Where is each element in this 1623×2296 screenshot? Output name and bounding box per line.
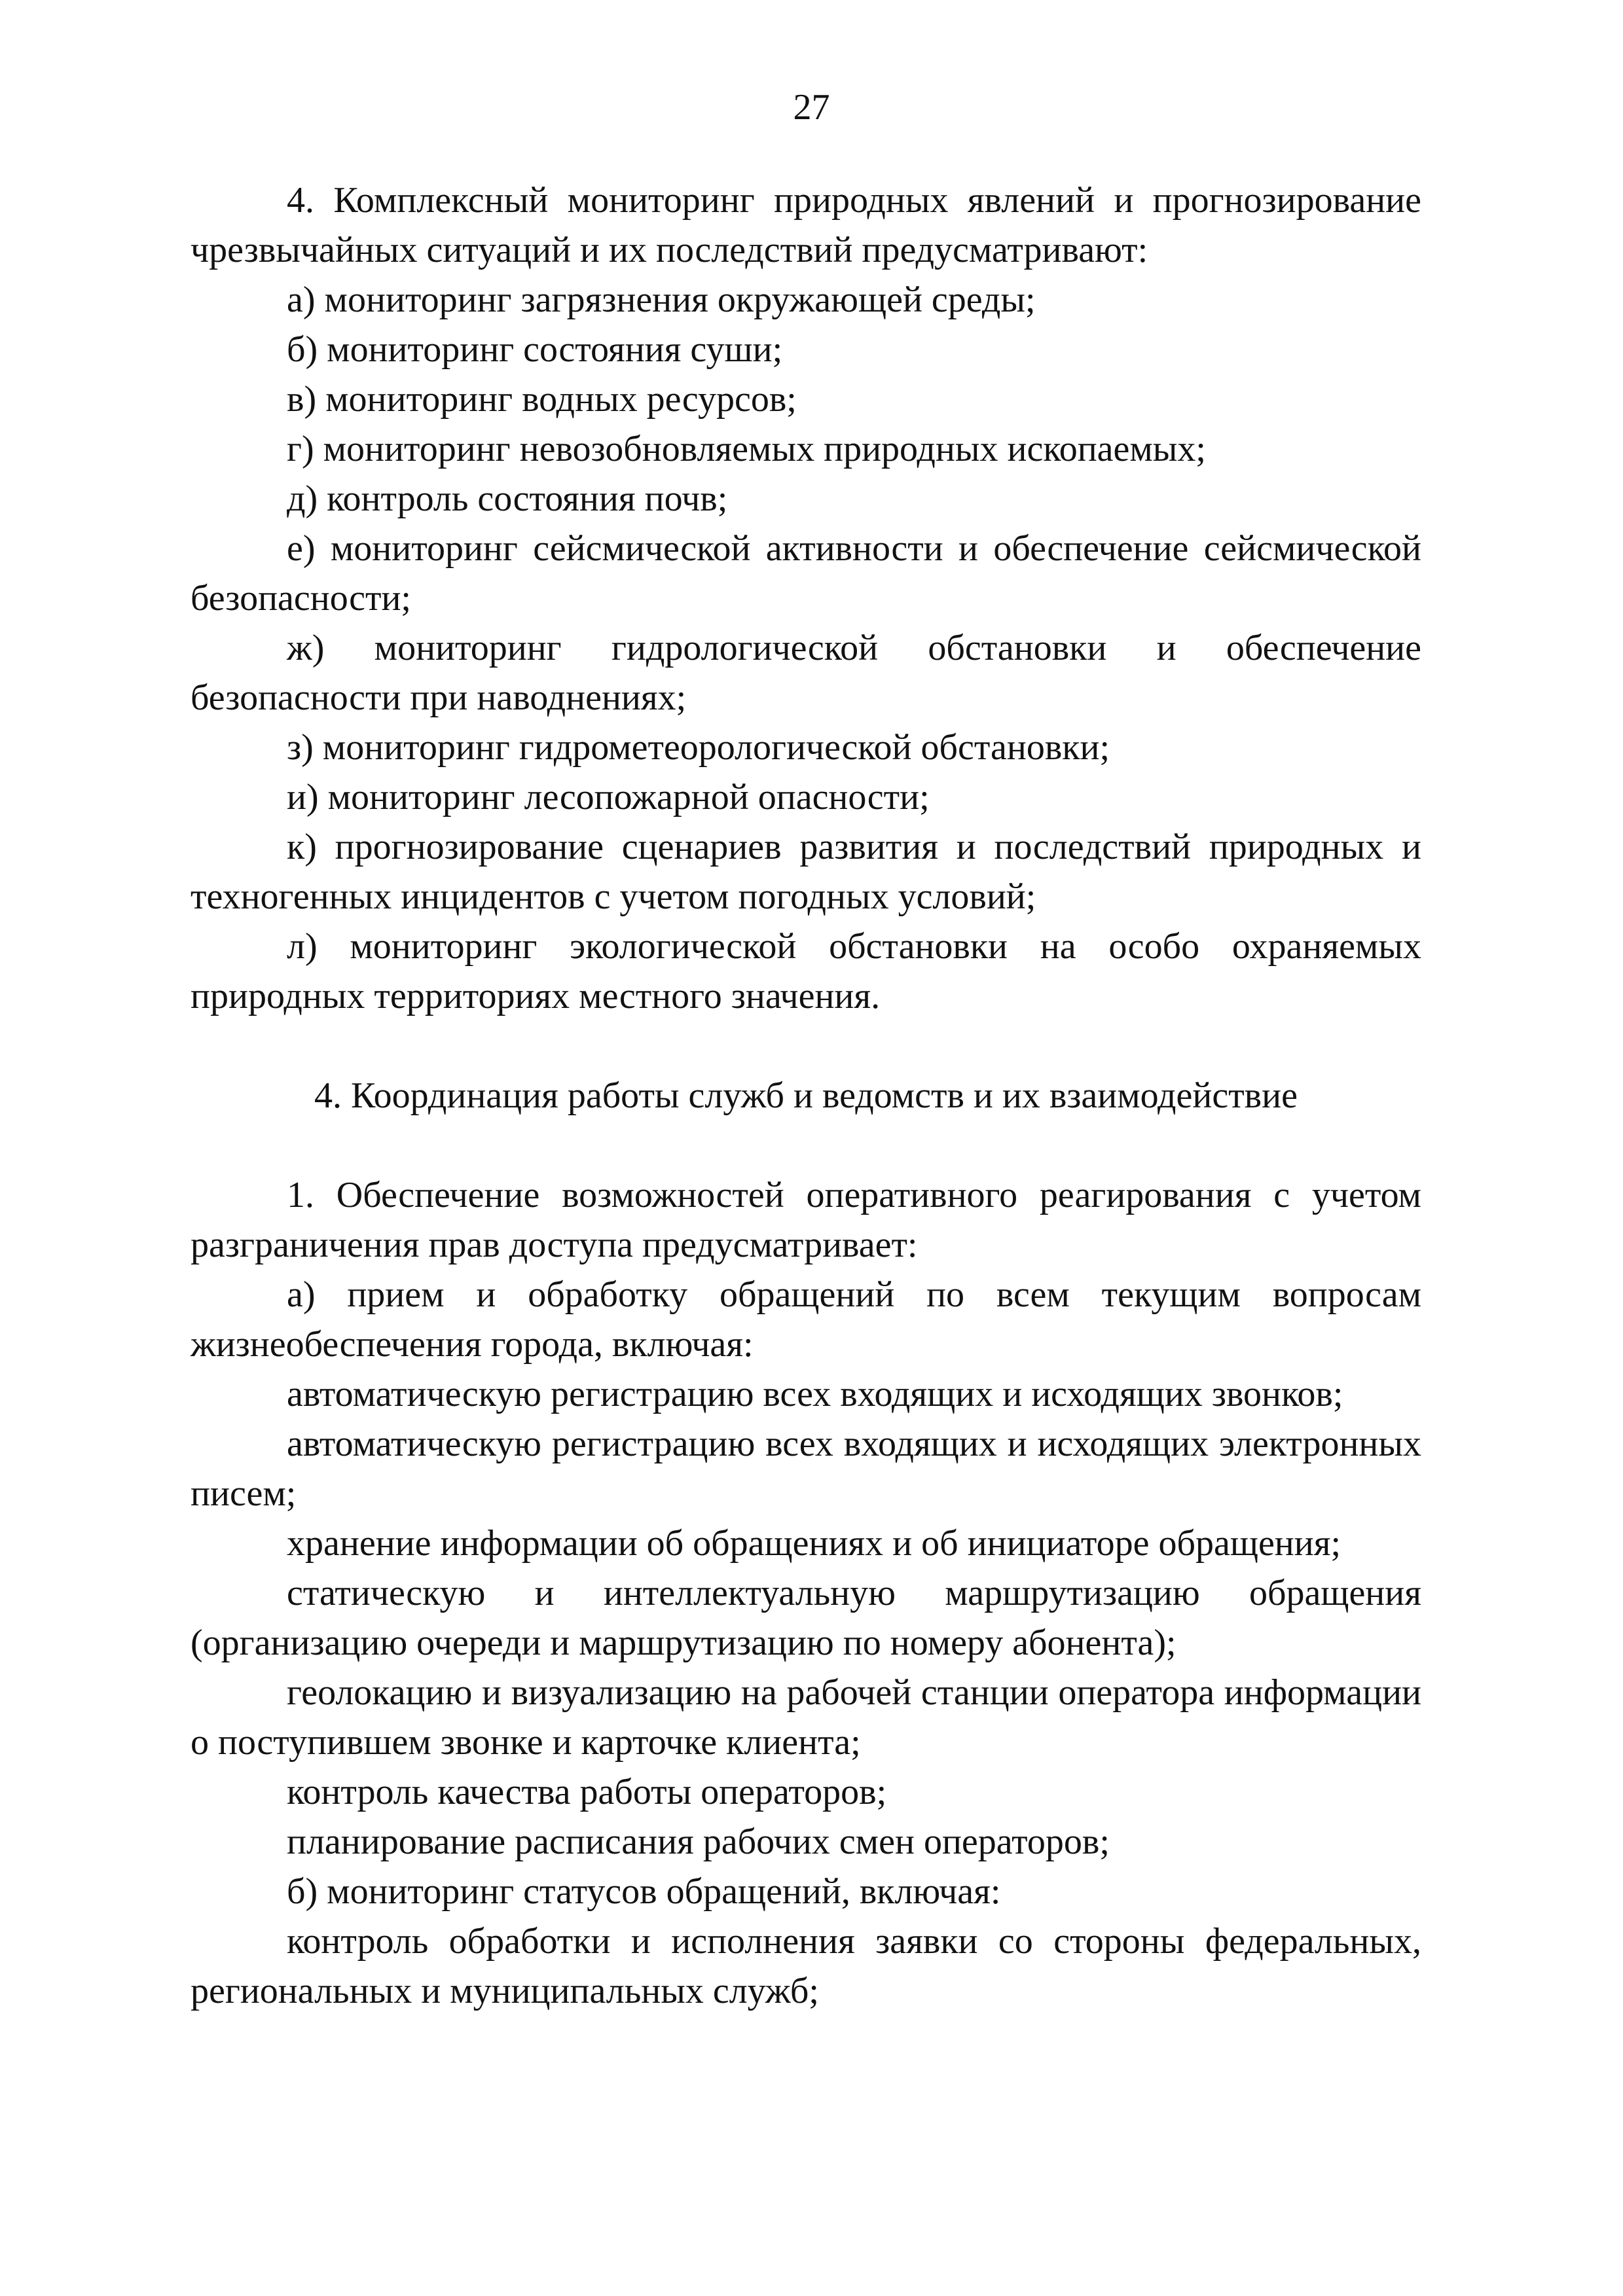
list-item: е) мониторинг сейсмической активности и обеспечение сейсмической безопасности;	[191, 528, 1421, 619]
list-item: а) прием и обработку обращений по всем текущим вопросам жизнеобеспечения города, включая:	[191, 1274, 1421, 1365]
list-item: л) мониторинг экологической обстановки на особо охраняемых природных территориях местного значения.	[191, 926, 1421, 1016]
section-heading: 4. Координация работы служб и ведомств и их взаимодействие	[314, 1075, 1298, 1116]
sub-item: хранение информации об обращениях и об инициаторе обращения;	[287, 1523, 1341, 1564]
list-item: з) мониторинг гидрометеорологической обстановки;	[287, 727, 1110, 768]
section1-intro: 4. Комплексный мониторинг природных явлений и прогнозирование чрезвычайных ситуаций и их последствий предусматривают:	[191, 180, 1421, 270]
list-item: д) контроль состояния почв;	[287, 478, 728, 519]
list-item: к) прогнозирование сценариев развития и последствий природных и техногенных инцидентов с учетом погодных условий;	[191, 827, 1421, 917]
sub-item: статическую и интеллектуальную маршрутизацию обращения (организацию очереди и маршрутизацию по номеру абонента);	[191, 1573, 1421, 1663]
list-item: и) мониторинг лесопожарной опасности;	[287, 777, 930, 817]
sub-item: планирование расписания рабочих смен операторов;	[287, 1821, 1110, 1862]
sub-item: контроль качества работы операторов;	[287, 1772, 887, 1812]
page-number: 27	[793, 87, 830, 128]
list-item: г) мониторинг невозобновляемых природных ископаемых;	[287, 429, 1206, 469]
sub-item: геолокацию и визуализацию на рабочей станции оператора информации о поступившем звонке и карточке клиента;	[191, 1672, 1421, 1763]
list-item: в) мониторинг водных ресурсов;	[287, 379, 797, 420]
list-item: ж) мониторинг гидрологической обстановки и обеспечение безопасности при наводнениях;	[191, 628, 1421, 718]
sub-item: автоматическую регистрацию всех входящих и исходящих электронных писем;	[191, 1424, 1421, 1514]
section2-intro: 1. Обеспечение возможностей оперативного реагирования с учетом разграничения прав доступа предусматривает:	[191, 1175, 1421, 1265]
list-item: б) мониторинг статусов обращений, включая:	[287, 1871, 1001, 1912]
list-item: а) мониторинг загрязнения окружающей среды;	[287, 279, 1036, 320]
list-item: б) мониторинг состояния суши;	[287, 329, 783, 370]
sub-item: автоматическую регистрацию всех входящих и исходящих звонков;	[287, 1374, 1343, 1414]
sub-item: контроль обработки и исполнения заявки со стороны федеральных, региональных и муниципальных служб;	[191, 1921, 1421, 2011]
document-body	[191, 175, 1421, 2016]
